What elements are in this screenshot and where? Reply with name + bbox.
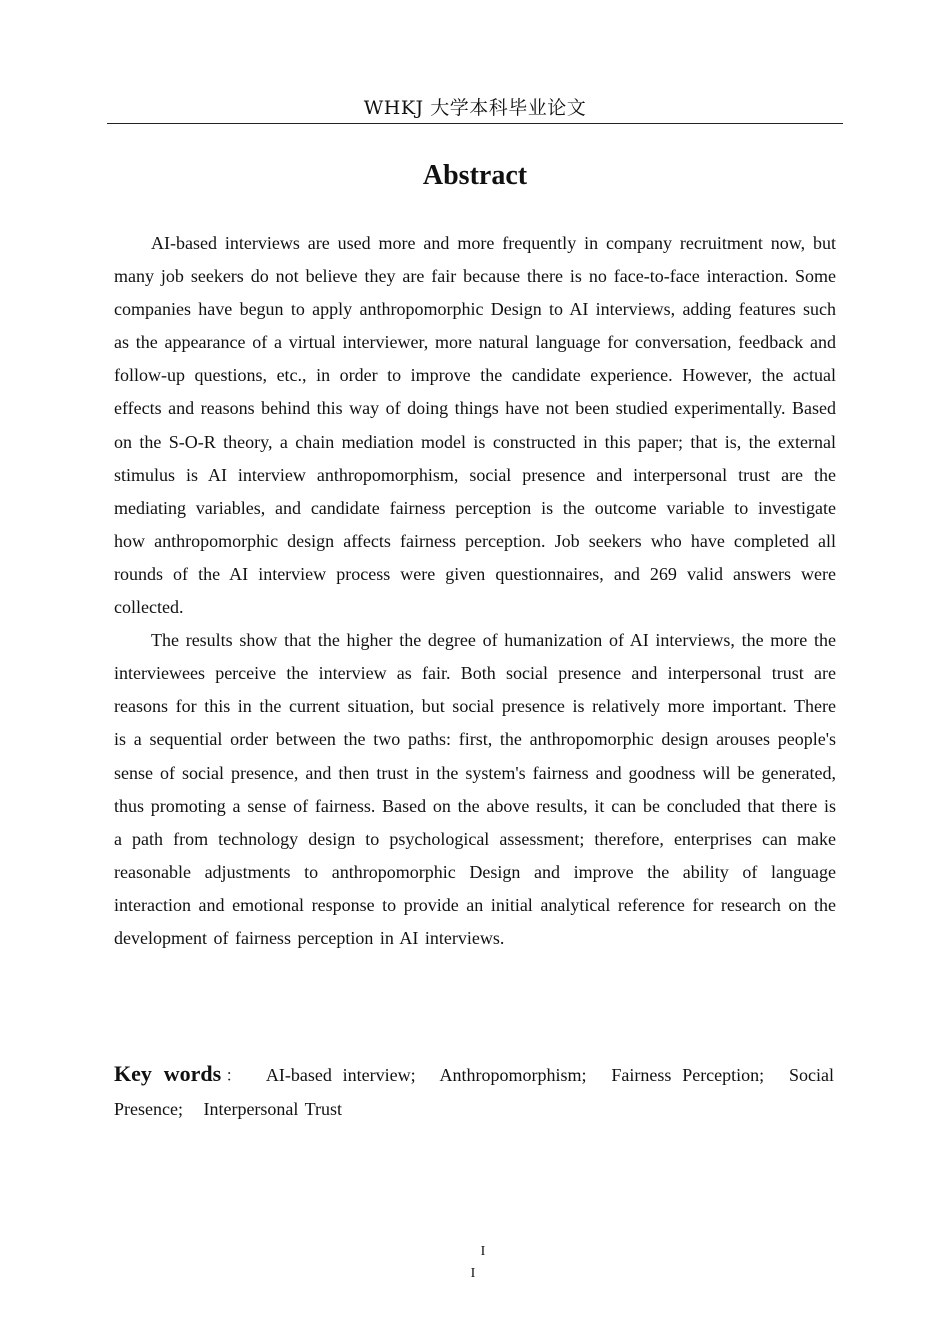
running-header: WHKJ 大学本科毕业论文: [363, 97, 587, 119]
abstract-paragraph-1: AI-based interviews are used more and more frequently in company recruitment now, but many job seekers do not believe they are fair because there is no face-to-face interaction. Some companies have begun to apply anthropomorphic Design to AI interviews, adding features such as the appearance of a virtual interviewer, more natural language for conversation, feedback and follow-up questions, etc., in order to improve the candidate experience. However, the actual effects and reasons behind this way of doing things have not been studied experimentally. Based on the S-O-R theory, a chain mediation model is constructed in this paper; that is, the external stimulus is AI interview anthropomorphism, social presence and interpersonal trust are the mediating variables, and candidate fairness perception is the outcome variable to investigate how anthropomorphic design affects fairness perception. Job seekers who have completed all rounds of the AI interview process were given questionnaires, and 269 valid answers were collected.: [114, 233, 836, 618]
keyword-item: AI-based interview;: [265, 1065, 416, 1085]
keyword-item: Interpersonal Trust: [203, 1099, 342, 1119]
page-number-secondary: I: [470, 1266, 476, 1281]
keyword-item: Fairness Perception;: [611, 1065, 765, 1085]
keyword-item: Social Presence;: [114, 1065, 835, 1119]
keywords-colon: ：: [221, 1068, 246, 1085]
abstract-paragraph-2: The results show that the higher the degree of humanization of AI interviews, the more the interviewees perceive the interview as fair. Both social presence and interpersonal trust are reasons for this in the current situation, but social presence is relatively more important. There is a sequential order between the two paths: first, the anthropomorphic design arouses people's sense of social presence, and then trust in the system's fairness and goodness will be generated, thus promoting a sense of fairness. Based on the above results, it can be concluded that there is a path from technology design to psychological assessment; therefore, enterprises can make reasonable adjustments to anthropomorphic Design and improve the ability of language interaction and emotional response to provide an initial analytical reference for research on the development of fairness perception in AI interviews.: [114, 630, 836, 948]
keyword-item: Anthropomorphism;: [439, 1065, 587, 1085]
header-divider: [107, 123, 843, 124]
keywords-label: Key words: [114, 1061, 222, 1086]
keywords-section: [114, 1057, 834, 1126]
abstract-body: [114, 227, 836, 955]
abstract-title: Abstract: [422, 160, 528, 191]
page-number: I: [480, 1244, 486, 1259]
